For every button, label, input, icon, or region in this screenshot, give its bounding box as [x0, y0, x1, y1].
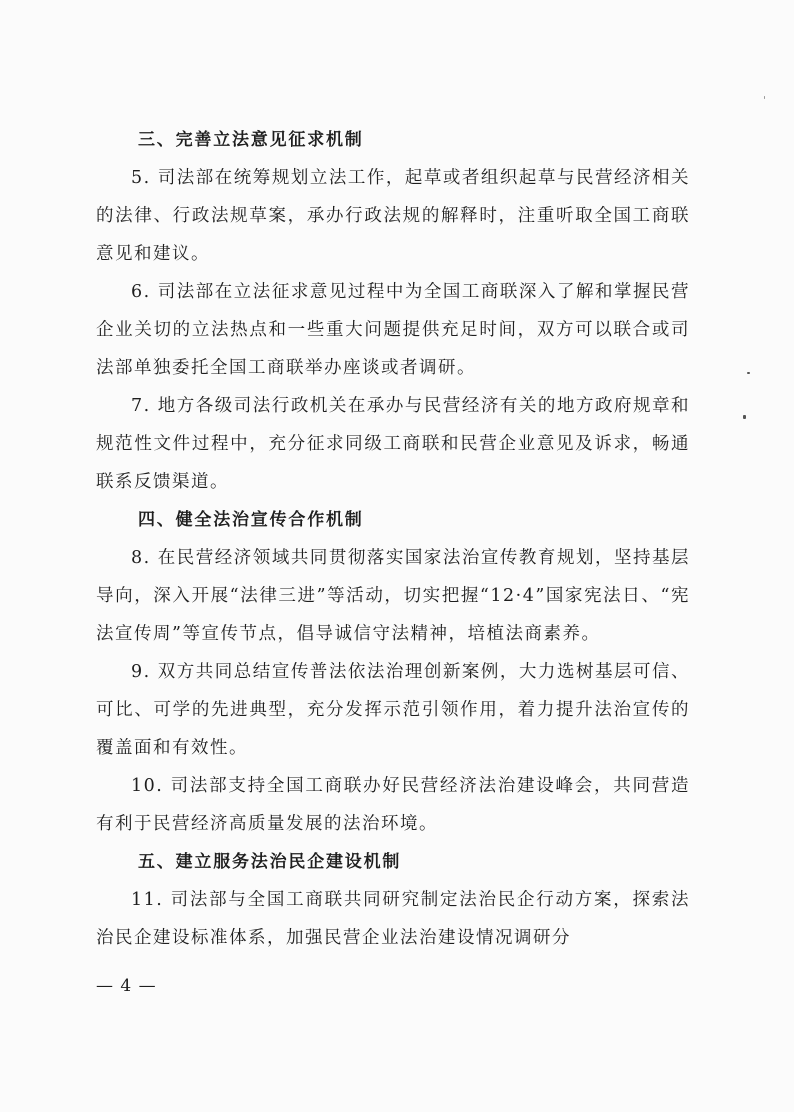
paragraph-8: 8. 在民营经济领域共同贯彻落实国家法治宣传教育规划，坚持基层导向，深入开展“法律三进”等活动，切实把握“12·4”国家宪法日、“宪法宣传周”等宣传节点，倡导诚信守法精神，培植法商素养。	[96, 548, 690, 644]
paragraph-5: 5. 司法部在统筹规划立法工作，起草或者组织起草与民营经济相关的法律、行政法规草案，承办行政法规的解释时，注重听取全国工商联意见和建议。	[96, 168, 690, 264]
scan-speck	[743, 415, 746, 419]
paragraph-6: 6. 司法部在立法征求意见过程中为全国工商联深入了解和掌握民营企业关切的立法热点和一些重大问题提供充足时间，双方可以联合或司法部单独委托全国工商联举办座谈或者调研。	[96, 282, 690, 378]
page-number: — 4 —	[96, 976, 157, 996]
section-heading-5: 五、建立服务法治民企建设机制	[138, 852, 402, 872]
section-heading-4: 四、健全法治宣传合作机制	[138, 510, 364, 530]
paragraph-9: 9. 双方共同总结宣传普法依法治理创新案例，大力选树基层可信、可比、可学的先进典型，充分发挥示范引领作用，着力提升法治宣传的覆盖面和有效性。	[96, 662, 690, 758]
section-heading-3: 三、完善立法意见征求机制	[138, 130, 364, 150]
paragraph-7: 7. 地方各级司法行政机关在承办与民营经济有关的地方政府规章和规范性文件过程中，充分征求同级工商联和民营企业意见及诉求，畅通联系反馈渠道。	[96, 396, 690, 492]
scan-speck	[747, 372, 750, 374]
document-body	[96, 121, 690, 957]
scan-speck	[764, 96, 765, 99]
paragraph-10: 10. 司法部支持全国工商联办好民营经济法治建设峰会，共同营造有利于民营经济高质量发展的法治环境。	[96, 776, 690, 834]
paragraph-11: 11. 司法部与全国工商联共同研究制定法治民企行动方案，探索法治民企建设标准体系，加强民营企业法治建设情况调研分	[96, 890, 690, 948]
